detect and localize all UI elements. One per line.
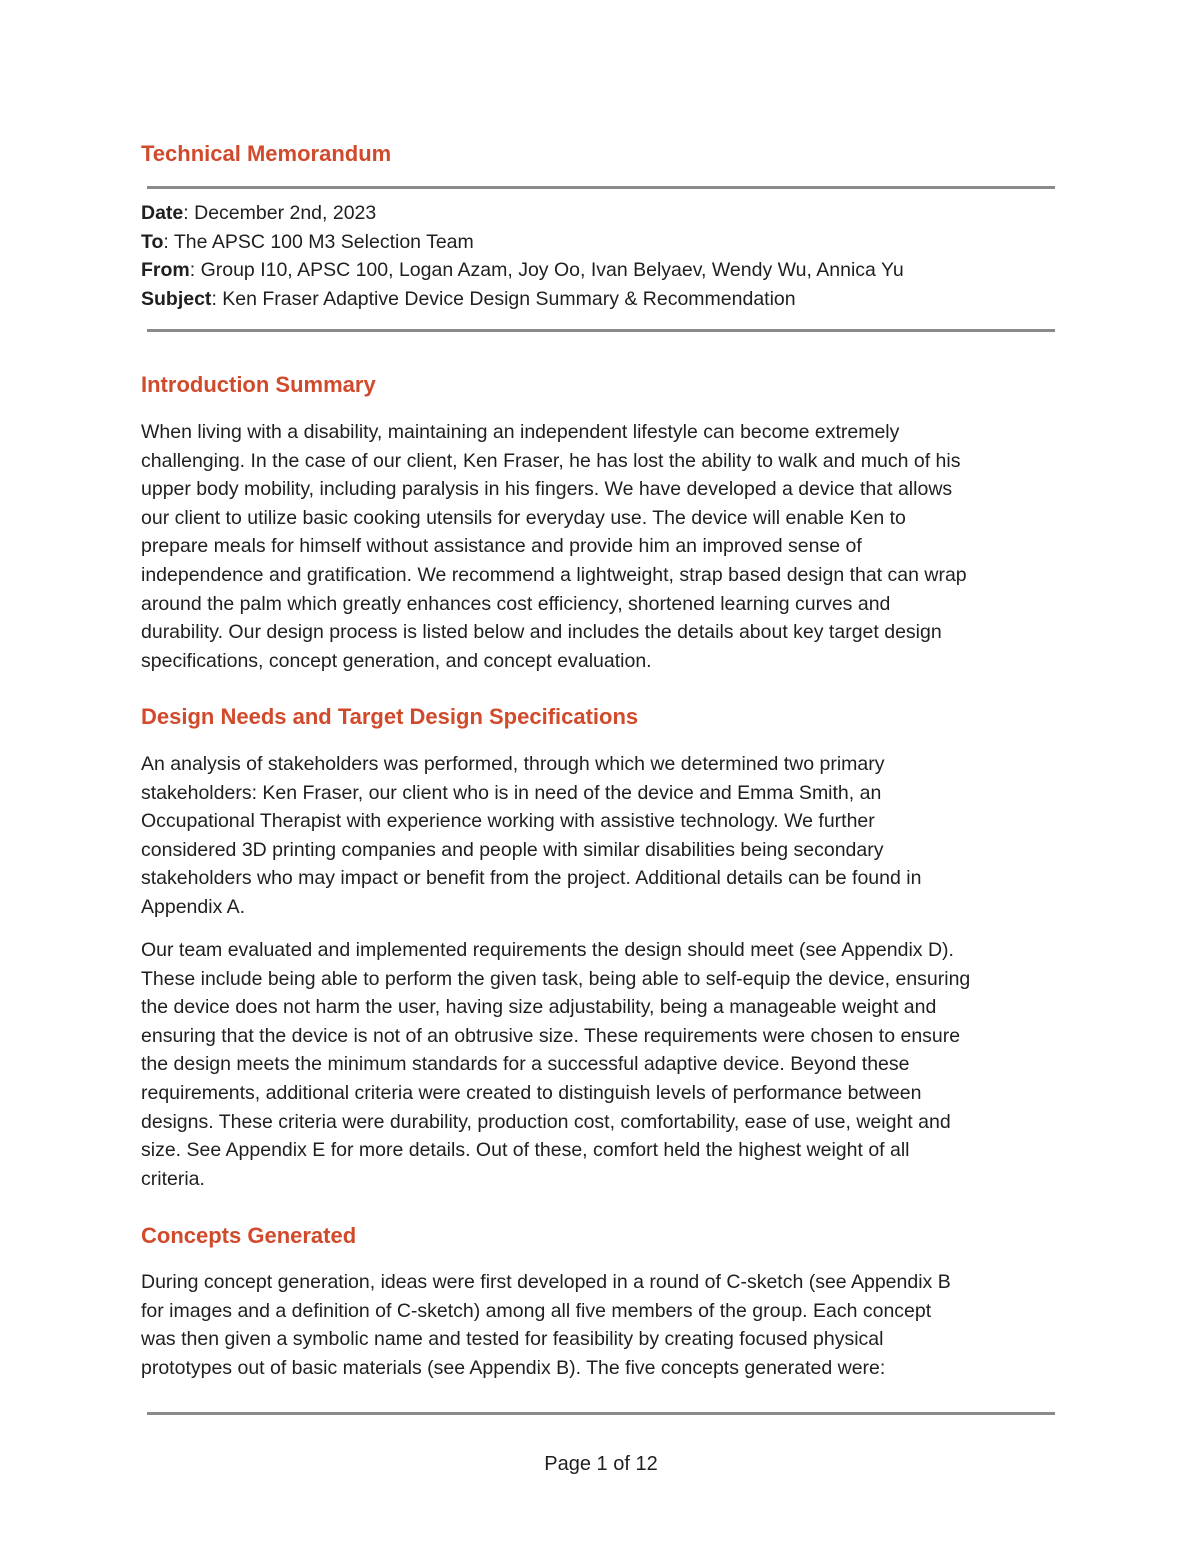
date-label: Date <box>141 202 184 224</box>
paragraph-line: During concept generation, ideas were first developed in a round of C-sketch (see Appendix B <box>141 1271 951 1293</box>
header-divider-top <box>147 186 1055 189</box>
subject-value: : Ken Fraser Adaptive Device Design Summary & Recommendation <box>211 287 796 310</box>
paragraph-line: upper body mobility, including paralysis in his fingers. We have developed a device that allows <box>141 478 953 501</box>
paragraph-line: stakeholders: Ken Fraser, our client who is in need of the device and Emma Smith, an <box>141 781 882 804</box>
paragraph-line: stakeholders who may impact or benefit from the project. Additional details can be found in <box>141 867 922 890</box>
header-divider-bottom <box>147 329 1055 332</box>
memo-header-fields <box>141 199 904 313</box>
document-title: Technical Memorandum <box>141 141 392 166</box>
introduction-paragraph <box>141 418 1061 675</box>
subject-label: Subject <box>141 287 212 310</box>
paragraph-line: designs. These criteria were durability, production cost, comfortability, ease of use, weight and <box>141 1110 951 1133</box>
paragraph-line: requirements, additional criteria were created to distinguish levels of performance between <box>141 1081 922 1104</box>
paragraph-line: Appendix A. <box>141 895 246 918</box>
paragraph-line: for images and a definition of C-sketch) among all five members of the group. Each concept <box>141 1299 932 1322</box>
footer-divider <box>147 1412 1055 1415</box>
paragraph-line: criteria. <box>141 1167 205 1190</box>
to-field <box>141 228 904 257</box>
design-needs-paragraph-1 <box>141 750 1061 922</box>
section-heading-introduction: Introduction Summary <box>141 372 376 397</box>
paragraph-line: durability. Our design process is listed below and includes the details about key target design <box>141 621 942 644</box>
paragraph-line: the device does not harm the user, having size adjustability, being a manageable weight and <box>141 996 937 1019</box>
to-label: To <box>141 230 164 253</box>
subject-field <box>141 285 904 314</box>
paragraph-line: An analysis of stakeholders was performed, through which we determined two primary <box>141 753 885 775</box>
paragraph-line: Our team evaluated and implemented requirements the design should meet (see Appendix D). <box>141 939 954 961</box>
section-heading-design-needs: Design Needs and Target Design Specifications <box>141 704 639 729</box>
concepts-paragraph <box>141 1268 1061 1382</box>
from-field <box>141 256 904 285</box>
from-value: : Group I10, APSC 100, Logan Azam, Joy Oo, Ivan Belyaev, Wendy Wu, Annica Yu <box>189 259 904 281</box>
paragraph-line: the design meets the minimum standards for a successful adaptive device. Beyond these <box>141 1053 910 1076</box>
paragraph-line: These include being able to perform the given task, being able to self-equip the device, ensuring <box>141 967 971 990</box>
paragraph-line: Occupational Therapist with experience working with assistive technology. We further <box>141 810 875 833</box>
section-heading-concepts-generated: Concepts Generated <box>141 1223 357 1248</box>
date-field <box>141 199 904 228</box>
paragraph-line: size. See Appendix E for more details. Out of these, comfort held the highest weight of all <box>141 1139 910 1162</box>
paragraph-line: specifications, concept generation, and concept evaluation. <box>141 649 652 672</box>
page-number: Page 1 of 12 <box>544 1453 658 1475</box>
paragraph-line: When living with a disability, maintaining an independent lifestyle can become extremely <box>141 421 900 443</box>
paragraph-line: ensuring that the device is not of an obtrusive size. These requirements were chosen to ensure <box>141 1024 961 1047</box>
from-label: From <box>141 259 190 281</box>
design-needs-paragraph-2 <box>141 936 1061 1193</box>
paragraph-line: prototypes out of basic materials (see Appendix B). The five concepts generated were: <box>141 1356 886 1379</box>
paragraph-line: challenging. In the case of our client, Ken Fraser, he has lost the ability to walk and much of his <box>141 449 961 472</box>
paragraph-line: considered 3D printing companies and people with similar disabilities being secondary <box>141 838 884 861</box>
paragraph-line: prepare meals for himself without assistance and provide him an improved sense of <box>141 535 862 558</box>
paragraph-line: around the palm which greatly enhances cost efficiency, shortened learning curves and <box>141 592 891 615</box>
paragraph-line: independence and gratification. We recommend a lightweight, strap based design that can wrap <box>141 563 967 586</box>
date-value: : December 2nd, 2023 <box>183 202 377 224</box>
paragraph-line: our client to utilize basic cooking utensils for everyday use. The device will enable Ken to <box>141 506 906 529</box>
paragraph-line: was then given a symbolic name and tested for feasibility by creating focused physical <box>141 1328 884 1351</box>
to-value: : The APSC 100 M3 Selection Team <box>163 230 474 253</box>
